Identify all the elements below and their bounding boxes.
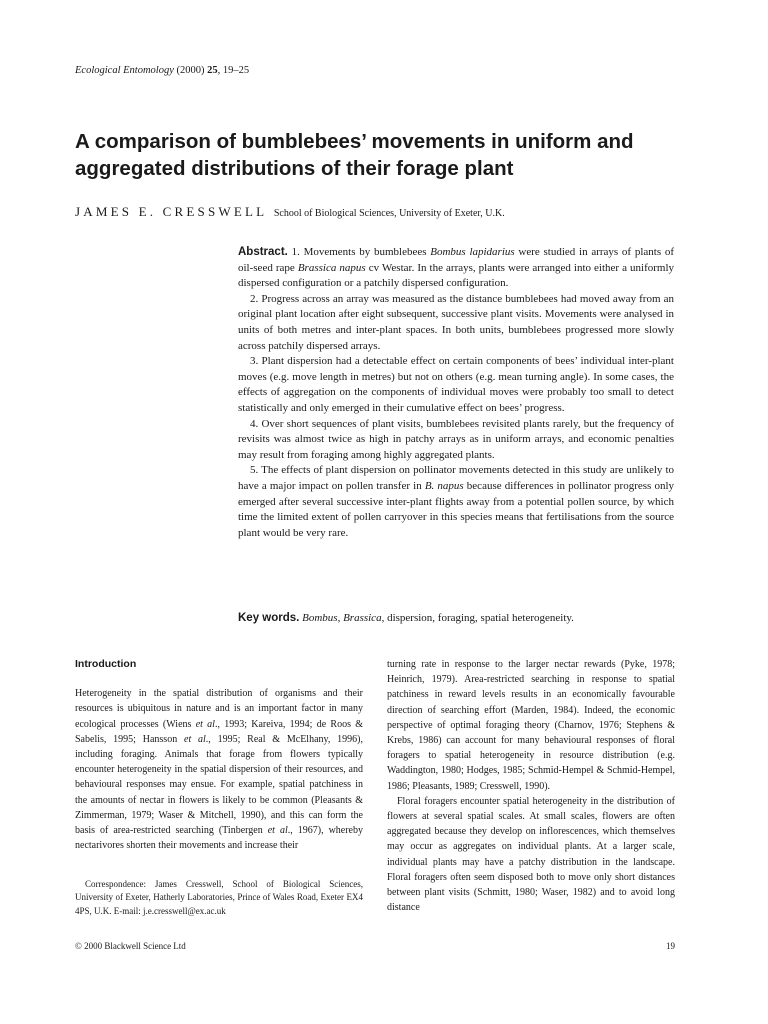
abstract (238, 245, 674, 541)
intro-paragraph-continued: turning rate in response to the larger nectar rewards (Pyke, 1978; Heinrich, 1979). Area-restricted searching in response to spatial patchiness in reward levels results in an economically favourable direction of searching effort (Marden, 1984). Indeed, the economic perspective of optimal foraging theory (Charnov, 1976; Stephens & Krebs, 1986) can account for many behavioural responses of floral foragers to spatial heterogeneity in resource distribution (e.g. Waddington, 1980; Hodges, 1985; Schmid-Hempel & Schmid-Hempel, 1986; Pleasants, 1989; Cresswell, 1990). (387, 659, 675, 792)
abstract-paragraph-5: 5. The effects of plant dispersion on pollinator movements detected in this study are unlikely to have a major impact on pollen transfer in B. napus because differences in pollinator progress only emerged after several successive inter-plant flights away from a potential pollen source, by which time the limited extent of pollen carryover in this species means that fertilisations from the source plant would be very rare. (238, 464, 675, 539)
section-heading-introduction: Introduction (75, 658, 137, 670)
author-line (75, 204, 715, 220)
paper-title: A comparison of bumblebees’ movements in uniform and aggregated distributions of their forage plant (75, 130, 634, 180)
keywords (238, 611, 674, 626)
abstract-paragraph-1 (238, 245, 674, 292)
keywords-text: Bombus, Brassica, dispersion, foraging, spatial heterogeneity. (302, 612, 574, 624)
abstract-paragraph-2: 2. Progress across an array was measured as the distance bumblebees had moved away from an original plant location after eight subsequent, successive plant visits. Movements were analysed in units of both metres and inter-plant spaces. In both units, bumblebees progressed more slowly across patchily dispersed arrays. (238, 292, 674, 352)
correspondence-text: Correspondence: James Cresswell, School of Biological Sciences, University of Exeter, Hatherly Laboratories, Prince of Wales Road, Exeter EX4 4PS, U.K. E-mail: j.e.cresswell@ex.ac.uk (75, 879, 363, 916)
journal-name: Ecological Entomology (75, 65, 174, 76)
abstract-paragraph-4: 4. Over short sequences of plant visits, bumblebees revisited plants rarely, but the frequency of revisits was almost twice as high in patchy arrays as in uniform arrays, and economic penalties may result from foraging among highly aggregated plants. (238, 417, 674, 461)
copyright-notice: © 2000 Blackwell Science Ltd (75, 941, 186, 951)
keywords-label: Key words. (238, 612, 300, 624)
author-affiliation: School of Biological Sciences, University of Exeter, U.K. (273, 208, 505, 219)
journal-volume: 25 (207, 65, 218, 76)
intro-paragraph-2: Floral foragers encounter spatial heterogeneity in the distribution of flowers at several spatial scales. At small scales, flowers are often aggregated because they develop on inflorescences, which themselves may occur as aggregates on individual plants. At a larger scale, individual plants may have a patchy distribution in the landscape. Floral foragers often seem disposed both to move only short distances between plant visits (Schmitt, 1980; Waser, 1982) and to avoid long distance (387, 795, 675, 914)
journal-citation (75, 65, 249, 76)
right-column (387, 657, 675, 915)
abstract-paragraph-1-text: 1. Movements by bumblebees Bombus lapidarius were studied in arrays of plants of oil-seed rape Brassica napus cv Westar. In the arrays, plants were arranged into either a uniformly dispersed configuration or a patchily dispersed configuration. (238, 246, 675, 290)
page-number: 19 (666, 941, 675, 951)
correspondence-note (75, 878, 363, 918)
abstract-paragraph-3: 3. Plant dispersion had a detectable effect on certain components of bees’ individual inter-plant moves (e.g. move length in metres) but not on others (e.g. mean turning angle). In some cases, the effects of aggregation on the components of individual moves were probably too small to detect statistically and only emerged in their cumulative effect on bees’ progress. (238, 355, 674, 414)
abstract-label: Abstract. (238, 246, 288, 258)
author-name: JAMES E. CRESSWELL (75, 204, 268, 219)
journal-pages: , 19–25 (217, 65, 250, 76)
left-column (75, 657, 363, 853)
intro-paragraph-1: Heterogeneity in the spatial distribution of organisms and their resources is ubiquitous in nature and is an important factor in many ecological processes (Wiens et al., 1993; Kareiva, 1994; de Roos & Sabelis, 1995; Hansson et al., 1995; Real & McElhany, 1996), including foraging. Animals that forage from flowers typically encounter heterogeneity in the spatial dispersion of their resources, and behavioural responses may ensue. For example, spatial patchiness in the amounts of nectar in flowers is likely to be common (Pleasants & Zimmerman, 1979; Waser & Mitchell, 1990), and this can form the basis of area-restricted searching (Tinbergen et al., 1967), whereby nectarivores shorten their movements and increase their (75, 688, 364, 852)
journal-year: (2000) (176, 65, 205, 76)
